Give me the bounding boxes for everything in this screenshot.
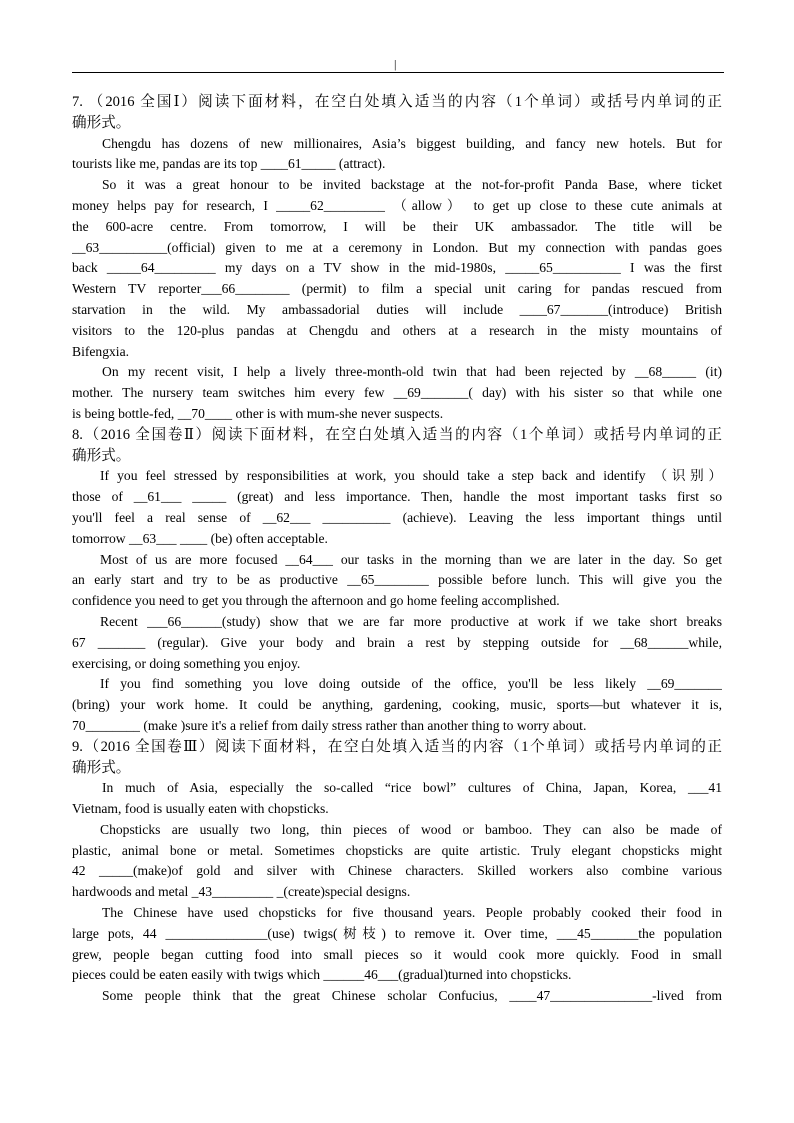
q9-line: plastic, animal bone or metal. Sometimes chopsticks are quite artistic. Truly elegant chopsticks might [72, 842, 722, 858]
q7-heading-cont: 确形式。 [72, 114, 131, 131]
header-rule [72, 72, 724, 73]
q8-line: (bring) your work home. It could be anything, gardening, cooking, music, sports—but whatever it is, [72, 697, 722, 713]
q8-heading: 8.（2016 全国卷Ⅱ）阅读下面材料，在空白处填入适当的内容（1个单词）或括号内单词的正 [72, 426, 722, 443]
q9-line: Vietnam, food is usually eaten with chopsticks. [72, 801, 329, 817]
q9-line: grew, people began cutting food into small pieces so it would cook more quickly. Food in small [72, 946, 722, 962]
q8-line: those of __61___ _____ (great) and less importance. Then, handle the most important tasks first so [72, 489, 722, 505]
q9-line: 42 _____(make)of gold and silver with Chinese characters. Skilled workers also combine various [72, 863, 722, 879]
q8-heading-cont: 确形式。 [72, 447, 131, 464]
q7-line: __63__________(official) given to me at a ceremony in London. But my connection with pandas goes [72, 239, 722, 255]
q7-line: tourists like me, pandas are its top ____61_____ (attract). [72, 156, 386, 172]
q8-line: Recent ___66______(study) show that we are far more productive at work if we take short breaks [100, 613, 722, 629]
q7-heading: 7. （2016 全国Ⅰ）阅读下面材料，在空白处填入适当的内容（1个单词）或括号内单词的正 [72, 94, 722, 110]
q8-line: exercising, or doing something you enjoy. [72, 655, 301, 671]
q7-line: is being bottle-fed, __70____ other is with mum-she never suspects. [72, 405, 444, 421]
q8-line: you'll feel a real sense of __62___ __________ (achieve). Leaving the less important things until [72, 509, 722, 525]
q7-line: money helps pay for research, I _____62_________ （allow） to get up close to these cute animals at [72, 197, 722, 213]
q8-line: 70________ (make )sure it's a relief from daily stress rather than another thing to worry about. [72, 717, 587, 733]
q8-line: Most of us are more focused __64___ our tasks in the morning than we are later in the day. So get [100, 551, 722, 567]
q8-line: If you find something you love doing outside of the office, you'll be less likely __69_______ [100, 676, 722, 692]
q9-line: In much of Asia, especially the so-called “rice bowl” cultures of China, Japan, Korea, ___41 [102, 780, 722, 796]
q9-line: Chopsticks are usually two long, thin pieces of wood or bamboo. They can also be made of [100, 821, 722, 837]
q9-line: Some people think that the great Chinese scholar Confucius, ____47_______________-lived from [102, 988, 722, 1004]
q8-line: If you feel stressed by responsibilities at work, you should take a step back and identify （识别） [100, 468, 722, 484]
q8-line: tomorrow __63___ ____ (be) often acceptable. [72, 530, 328, 546]
q7-line: Western TV reporter___66________ (permit) to film a special unit caring for pandas rescued from [72, 281, 722, 297]
page-number-mark: | [394, 57, 397, 71]
q8-line: 67 _______ (regular). Give your body and brain a rest by stepping outside for __68______while, [72, 634, 722, 650]
q9-line: hardwoods and metal _43_________ _(create)special designs. [72, 884, 411, 900]
q9-heading-cont: 确形式。 [72, 759, 131, 776]
q7-line: the 600-acre centre. From tomorrow, I will be their UK ambassador. The title will be [72, 218, 722, 234]
q7-line: mother. The nursery team switches him every few __69_______( day) with his sister so that while one [72, 385, 722, 401]
q7-line: starvation in the wild. My ambassadorial duties will include ____67_______(introduce) British [72, 301, 722, 317]
q8-line: confidence you need to get you through the afternoon and go home feeling accomplished. [72, 593, 560, 609]
q7-line: So it was a great honour to be invited backstage at the not-for-profit Panda Base, where ticket [102, 177, 722, 193]
q9-line: The Chinese have used chopsticks for five thousand years. People probably cooked their food in [102, 905, 722, 921]
q9-line: large pots, 44 _______________(use) twigs(树枝) to remove it. Over time, ___45_______the population [72, 925, 722, 941]
q7-line: Bifengxia. [72, 343, 130, 359]
q7-line: On my recent visit, I help a lively three-month-old twin that had been rejected by __68_____ (it) [102, 364, 722, 380]
q8-line: an early start and try to be as productive __65________ possible before lunch. This will give you the [72, 572, 722, 588]
q9-heading: 9.（2016 全国卷Ⅲ）阅读下面材料，在空白处填入适当的内容（1个单词）或括号内单词的正 [72, 738, 722, 755]
exercise-document [72, 92, 722, 1007]
q9-line: pieces could be eaten easily with twigs which ______46___(gradual)turned into chopsticks. [72, 967, 572, 983]
q7-line: back _____64_________ my days on a TV show in the mid-1980s, _____65__________ I was the first [72, 260, 722, 276]
q7-line: Chengdu has dozens of new millionaires, Asia’s biggest building, and fancy new hotels. But for [102, 135, 722, 151]
q7-line: visitors to the 120-plus pandas at Chengdu and others at a research in the misty mountains of [72, 322, 722, 338]
